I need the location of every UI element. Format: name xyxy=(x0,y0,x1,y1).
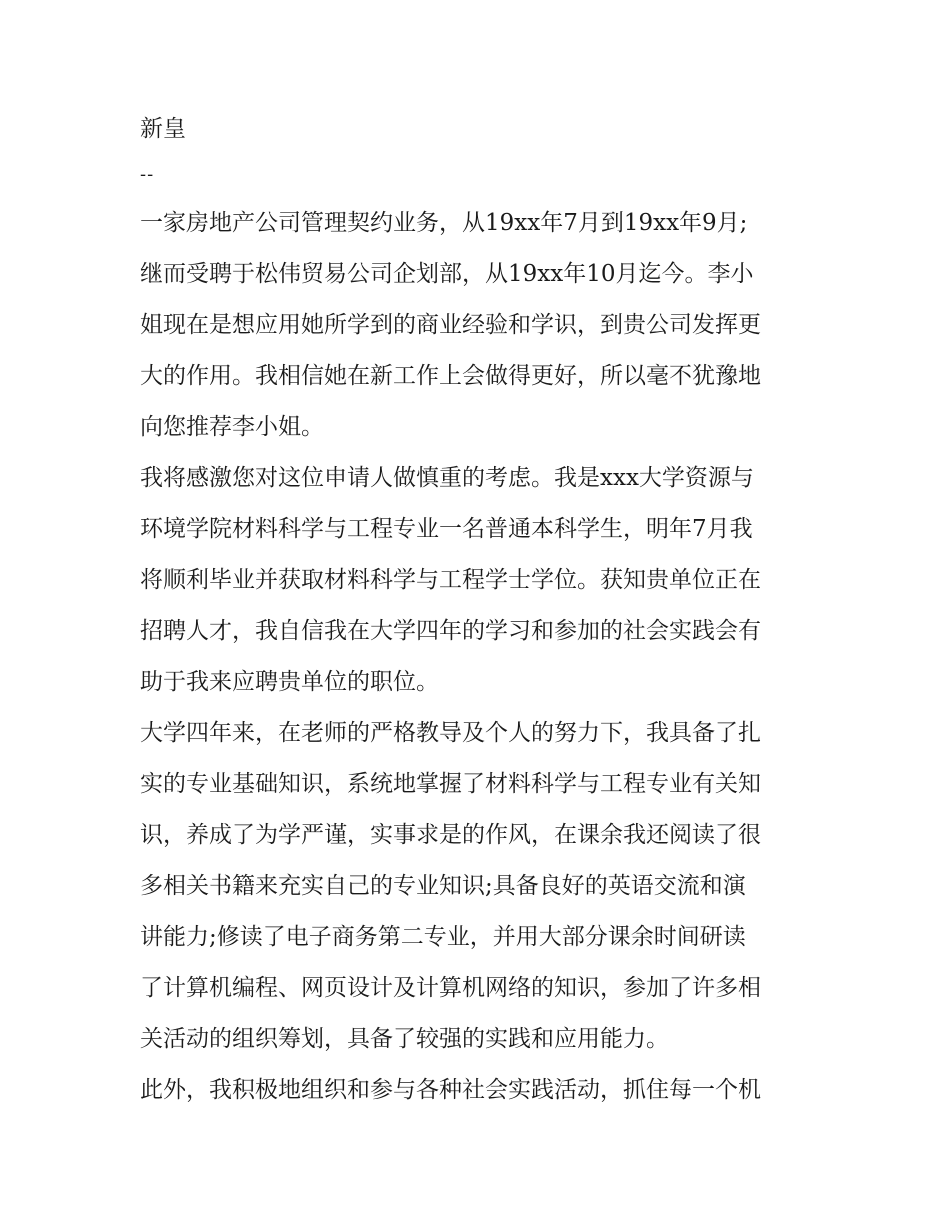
text-line: 将顺利毕业并获取材料科学与工程学士学位。获知贵单位正在 xyxy=(140,567,761,593)
text-line: 大的作用。我相信她在新工作上会做得更好，所以毫不犹豫地 xyxy=(140,363,761,389)
text-line: 环境学院材料科学与工程专业一名普通本科学生，明年7月我 xyxy=(140,516,753,542)
text-line: 多相关书籍来充实自己的专业知识;具备良好的英语交流和演 xyxy=(140,873,746,899)
text-line: 大学四年来，在老师的严格教导及个人的努力下，我具备了扎 xyxy=(140,720,761,746)
text-line: 讲能力;修读了电子商务第二专业，并用大部分课余时间研读 xyxy=(140,924,746,950)
text-line: 关活动的组织筹划，具备了较强的实践和应用能力。 xyxy=(140,1026,669,1052)
text-line: 了计算机编程、网页设计及计算机网络的知识，参加了许多相 xyxy=(140,975,761,1001)
text-line: 招聘人才，我自信我在大学四年的学习和参加的社会实践会有 xyxy=(140,618,761,644)
document-title: 新皇 xyxy=(140,116,186,142)
text-line: 继而受聘于松伟贸易公司企划部，从19xx年10月迄今。李小 xyxy=(140,261,754,287)
text-line: 此外，我积极地组织和参与各种社会实践活动，抓住每一个机 xyxy=(140,1077,761,1103)
text-line: 姐现在是想应用她所学到的商业经验和学识，到贵公司发挥更 xyxy=(140,312,761,338)
separator: -- xyxy=(140,164,155,185)
text-line: 我将感激您对这位申请人做慎重的考虑。我是xxx大学资源与 xyxy=(140,465,754,491)
text-line: 识，养成了为学严谨，实事求是的作风，在课余我还阅读了很 xyxy=(140,822,761,848)
text-line: 向您推荐李小姐。 xyxy=(140,414,324,440)
text-line: 实的专业基础知识，系统地掌握了材料科学与工程专业有关知 xyxy=(140,771,761,797)
text-line: 助于我来应聘贵单位的职位。 xyxy=(140,669,439,695)
text-line: 一家房地产公司管理契约业务，从19xx年7月到19xx年9月; xyxy=(140,210,748,236)
document-body xyxy=(140,106,830,1116)
